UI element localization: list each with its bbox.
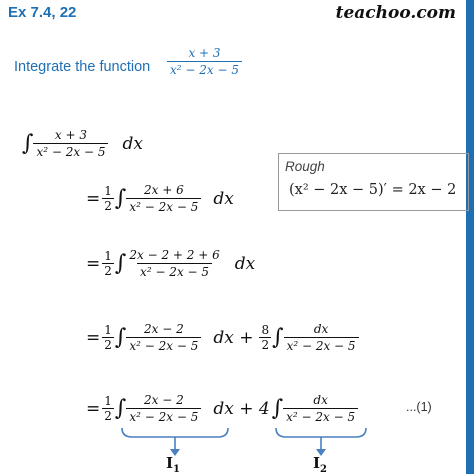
- dx: dx: [213, 188, 234, 209]
- denominator: x² − 2x − 5: [137, 263, 212, 279]
- coef-den: 2: [104, 199, 112, 213]
- equation-tag: ...(1): [406, 400, 432, 414]
- label-i1: [166, 454, 180, 475]
- dx: dx: [122, 133, 143, 154]
- integral-sign: ∫: [114, 186, 127, 211]
- equals-sign: =: [86, 188, 101, 209]
- denominator-2: x² − 2x − 5: [284, 337, 359, 353]
- denominator: x² − 2x − 5: [126, 198, 201, 214]
- numerator: 2x − 2: [143, 322, 184, 336]
- coef-num: 1: [104, 249, 112, 263]
- denominator-2: x² − 2x − 5: [283, 408, 358, 424]
- coef-num: 1: [104, 394, 112, 408]
- rough-expression: (x² − 2x − 5)′ = 2x − 2: [289, 182, 457, 198]
- label-i2: [313, 454, 327, 475]
- brace-i2: [276, 428, 366, 437]
- integral-sign: ∫: [114, 251, 127, 276]
- denominator: x² − 2x − 5: [33, 143, 108, 159]
- denominator: x² − 2x − 5: [126, 337, 201, 353]
- numerator-2: dx: [313, 322, 329, 336]
- coef-den: 2: [104, 338, 112, 352]
- equals-sign: =: [86, 253, 101, 274]
- coef-den: 2: [104, 264, 112, 278]
- coef-num: 1: [104, 184, 112, 198]
- integral-sign-2: ∫: [272, 325, 284, 350]
- denominator: x² − 2x − 5: [126, 408, 201, 424]
- i1-letter: I: [166, 454, 174, 472]
- numerator: 2x + 6: [143, 183, 184, 197]
- numerator-2: dx: [313, 393, 328, 407]
- i2-subscript: 2: [320, 464, 327, 475]
- coef-den: 2: [104, 409, 112, 423]
- i1-subscript: 1: [173, 464, 180, 475]
- dx-plus: dx +: [213, 327, 254, 348]
- question-text: Integrate the function: [14, 59, 151, 75]
- i2-letter: I: [313, 454, 321, 472]
- question-numerator: x + 3: [188, 46, 221, 60]
- rough-title: Rough: [285, 159, 325, 174]
- brace-i1: [122, 428, 228, 437]
- numerator: 2x − 2: [143, 393, 184, 407]
- exercise-title: Ex 7.4, 22: [8, 4, 77, 21]
- dx: dx: [234, 253, 256, 274]
- question-denominator: x² − 2x − 5: [167, 61, 242, 77]
- equals-sign: =: [86, 398, 101, 419]
- coef2-num: 8: [261, 323, 270, 337]
- coef2-den: 2: [261, 338, 270, 352]
- equals-sign: =: [86, 327, 101, 348]
- integral-sign-2: ∫: [271, 396, 284, 421]
- numerator: x + 3: [54, 128, 87, 142]
- numerator: 2x − 2 + 2 + 6: [129, 248, 220, 262]
- brand-logo: teachoo.com: [335, 3, 456, 23]
- integral-sign: ∫: [114, 325, 127, 350]
- coef-num: 1: [104, 323, 112, 337]
- dx-plus-four: dx + 4: [213, 398, 270, 419]
- integral-sign: ∫: [114, 396, 127, 421]
- integral-sign: ∫: [22, 131, 34, 156]
